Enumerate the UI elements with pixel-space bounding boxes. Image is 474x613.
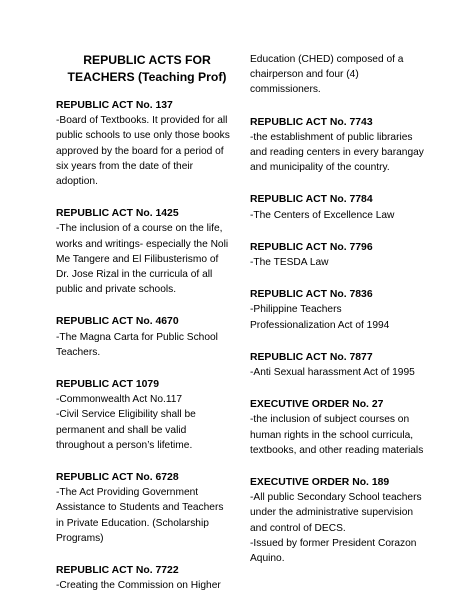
- entry-line: chairperson and four (4): [250, 69, 359, 81]
- entry-line: adoption.: [56, 176, 98, 188]
- entry-ra-7796: [250, 240, 450, 270]
- entry-line: -Philippine Teachers: [250, 304, 342, 316]
- entry-ra-7722: [56, 563, 236, 593]
- left-column: [56, 52, 236, 593]
- entry-heading: REPUBLIC ACT No. 7784: [250, 194, 373, 206]
- entry-line: Me Tangere and El Filibusterismo of: [56, 253, 219, 265]
- entry-line: -the inclusion of subject courses on: [250, 414, 410, 426]
- entry-ra-7784: [250, 192, 450, 222]
- entry-line: -All public Secondary School teachers: [250, 492, 422, 504]
- entry-ra-1079: [56, 377, 236, 453]
- entry-heading: REPUBLIC ACT No. 4670: [56, 316, 179, 328]
- title-line-1: REPUBLIC ACTS FOR: [83, 53, 211, 67]
- entry-line: -The Magna Carta for Public School: [56, 331, 218, 343]
- entry-heading: REPUBLIC ACT No. 7722: [56, 565, 179, 577]
- entry-heading: REPUBLIC ACT 1079: [56, 379, 159, 391]
- entry-line: public schools to use only those books: [56, 130, 230, 142]
- entry-line: -Anti Sexual harassment Act of 1995: [250, 367, 415, 379]
- entry-line: Dr. Jose Rizal in the curricula of all: [56, 269, 213, 281]
- entry-line: commissioners.: [250, 84, 321, 96]
- entry-heading: REPUBLIC ACT No. 7877: [250, 351, 373, 363]
- entry-heading: REPUBLIC ACT No. 7743: [250, 116, 373, 128]
- entry-line: works and writings- especially the Noli: [56, 238, 229, 250]
- entry-line: public and private schools.: [56, 284, 177, 296]
- entry-ra-7877: [250, 350, 450, 380]
- entry-heading: REPUBLIC ACT No. 7836: [250, 289, 373, 301]
- entry-line: Teachers.: [56, 346, 101, 358]
- entry-ra-137: [56, 98, 236, 189]
- entry-line: human rights in the school curricula,: [250, 429, 414, 441]
- entry-line: -Commonwealth Act No.117: [56, 394, 183, 406]
- entry-eo-27: [250, 397, 450, 458]
- entry-ra-7722-continued: [250, 52, 450, 98]
- entry-ra-7836: [250, 287, 450, 333]
- entry-heading: REPUBLIC ACT No. 137: [56, 100, 173, 111]
- entry-line: Programs): [56, 532, 104, 544]
- entry-ra-6728: [56, 470, 236, 546]
- entry-heading: REPUBLIC ACT No. 7796: [250, 241, 373, 253]
- entry-heading: EXECUTIVE ORDER No. 189: [250, 477, 390, 489]
- entry-line: -the establishment of public libraries: [250, 131, 413, 143]
- right-column: [250, 52, 450, 566]
- entry-ra-4670: [56, 314, 236, 360]
- entry-heading: REPUBLIC ACT No. 6728: [56, 472, 179, 484]
- entry-line: and control of DECS.: [250, 522, 346, 534]
- title-line-2: TEACHERS (Teaching Prof): [67, 70, 227, 84]
- entry-line: -Creating the Commission on Higher: [56, 580, 221, 592]
- entry-line: six years from the date of their: [56, 160, 194, 172]
- entry-line: -The Centers of Excellence Law: [250, 209, 395, 221]
- entry-line: Education (CHED) composed of a: [250, 54, 404, 65]
- entry-ra-7743: [250, 115, 450, 176]
- entry-line: -Issued by former President Corazon: [250, 537, 417, 549]
- entry-eo-189: [250, 475, 450, 566]
- entry-line: throughout a person’s lifetime.: [56, 439, 193, 451]
- entry-line: -The Act Providing Government: [56, 487, 199, 499]
- document-title: [62, 52, 232, 86]
- entry-line: Assistance to Students and Teachers: [56, 502, 224, 514]
- entry-line: Professionalization Act of 1994: [250, 319, 390, 331]
- entry-heading: REPUBLIC ACT No. 1425: [56, 208, 179, 220]
- entry-line: -The TESDA Law: [250, 257, 329, 269]
- entry-line: -Civil Service Eligibility shall be: [56, 409, 196, 421]
- entry-line: and reading centers in every barangay: [250, 147, 424, 159]
- entry-line: textbooks, and other reading materials: [250, 444, 424, 456]
- entry-line: and municipality of the country.: [250, 162, 390, 174]
- entry-line: approved by the board for a period of: [56, 145, 224, 157]
- entry-heading: EXECUTIVE ORDER No. 27: [250, 399, 384, 411]
- entry-line: Aquino.: [250, 553, 285, 565]
- entry-line: in Private Education. (Scholarship: [56, 517, 209, 529]
- entry-line: permanent and shall be valid: [56, 424, 187, 436]
- entry-line: -Board of Textbooks. It provided for all: [56, 115, 228, 127]
- entry-line: -The inclusion of a course on the life,: [56, 223, 223, 235]
- entry-line: under the administrative supervision: [250, 507, 414, 519]
- entry-ra-1425: [56, 206, 236, 297]
